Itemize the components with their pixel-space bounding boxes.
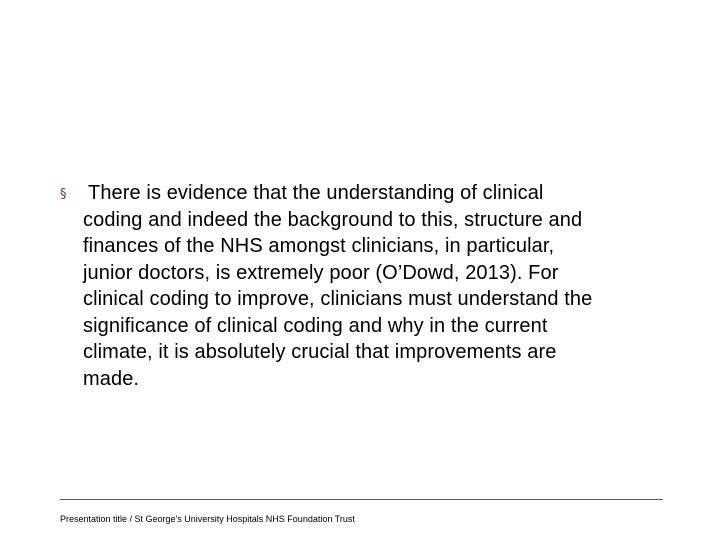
bullet-line: junior doctors, is extremely poor (O’Dowd, 2013). For xyxy=(83,261,559,284)
bullet-marker-icon: § xyxy=(60,187,67,202)
bullet-line: There is evidence that the understanding of clinical xyxy=(88,182,544,204)
bullet-line: coding and indeed the background to this, structure and xyxy=(83,208,583,231)
bullet-line: clinical coding to improve, clinicians must understand the xyxy=(83,288,593,310)
footer-divider xyxy=(60,499,663,500)
footer-text: Presentation title / St George's University Hospitals NHS Foundation Trust xyxy=(60,514,355,524)
bullet-text xyxy=(60,180,700,392)
bullet-item xyxy=(60,180,700,392)
bullet-line: made. xyxy=(83,367,140,390)
bullet-line: finances of the NHS amongst clinicians, in particular, xyxy=(83,235,555,257)
bullet-line: climate, it is absolutely crucial that improvements are xyxy=(83,341,557,363)
bullet-line: significance of clinical coding and why in the current xyxy=(83,314,548,337)
